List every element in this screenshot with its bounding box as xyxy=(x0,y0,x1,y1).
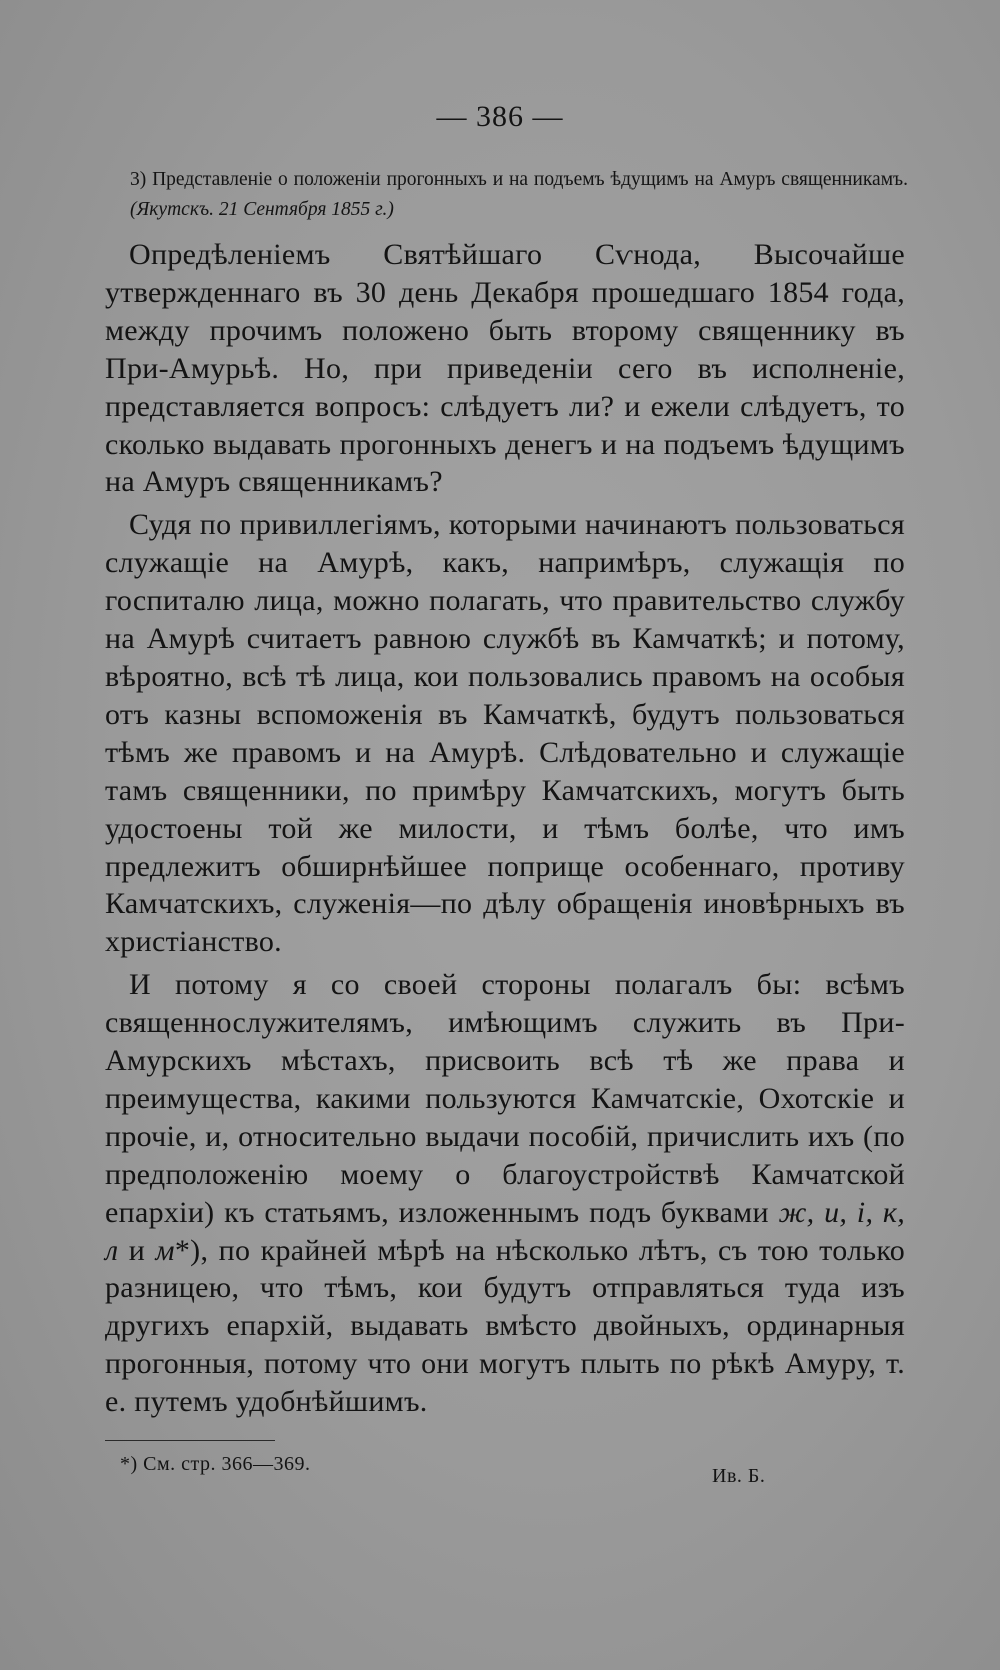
paragraph-3-conjunction: и xyxy=(118,1233,156,1267)
paragraph-1: Опредѣленіемъ Святѣйшаго Сѵнода, Высочайше утвержденнаго въ 30 день Декабря прошедшаго 1854 года, между прочимъ положено быть второму священнику въ При-Амурьѣ. Но, при приведеніи сего въ исполненіе, представляется вопросъ: слѣдуетъ ли? и ежели слѣдуетъ, то сколько выдавать прогонныхъ денегъ и на подъемъ ѣдущимъ на Амуръ священникамъ? xyxy=(105,238,905,499)
heading-dateline: (Якутскъ. 21 Сентября 1855 г.) xyxy=(130,199,394,220)
paragraph-2: Судя по привиллегіямъ, которыми начинаютъ пользоваться служащіе на Амурѣ, какъ, напримѣръ, служащія по госпиталю лица, можно полагать, что правительство службу на Амурѣ считаетъ равною службѣ въ Камчаткѣ; и потому, вѣроятно, всѣ тѣ лица, кои пользовались правомъ на особыя отъ казны вспоможенія въ Камчаткѣ, будутъ пользоваться тѣмъ же правомъ и на Амурѣ. Слѣдовательно и служащіе тамъ священники, по примѣру Камчатскихъ, могутъ быть удостоены той же милости, и тѣмъ болѣе, что имъ предлежитъ обширнѣйшее поприще особеннаго, противу Камчатскихъ, служенія—по дѣлу обращенія иновѣрныхъ въ христіанство. xyxy=(105,508,905,959)
document-heading xyxy=(130,165,908,225)
paragraph-3-letter-m: м xyxy=(155,1233,175,1267)
page-number: — 386 — xyxy=(436,100,564,133)
paragraph-3-letters: ж, и, і, к, л xyxy=(105,1195,906,1267)
paragraph-3 xyxy=(105,966,905,1421)
body-text xyxy=(105,236,905,1426)
footnote: *) См. стр. 366—369. xyxy=(120,1453,311,1475)
author-signature: Ив. Б. xyxy=(712,1465,766,1487)
footnote-divider xyxy=(105,1440,275,1441)
paragraph-3-text-after: *), по крайней мѣрѣ на нѣсколько лѣтъ, съ тою только разницею, что тѣмъ, кои будутъ отправляться туда изъ другихъ епархій, выдавать вмѣсто двойныхъ, ординарныя прогонныя, потому что они могутъ плыть по рѣкѣ Амуру, т. е. путемъ удобнѣйшимъ. xyxy=(105,1233,905,1419)
paragraph-3-text-before: И потому я со своей стороны полагалъ бы: всѣмъ священнослужителямъ, имѣющимъ служить въ При-Амурскихъ мѣстахъ, присвоить всѣ тѣ же права и преимущества, какими пользуются Камчатскіе, Охотскіе и прочіе, и, относительно выдачи пособій, причислить ихъ (по предположенію моему о благоустройствѣ Камчатской епархіи) къ статьямъ, изложеннымъ подъ буквами xyxy=(105,968,905,1229)
heading-title: 3) Представленіе о положеніи прогонныхъ и на подъемъ ѣдущимъ на Амуръ священникамъ. xyxy=(130,169,908,190)
